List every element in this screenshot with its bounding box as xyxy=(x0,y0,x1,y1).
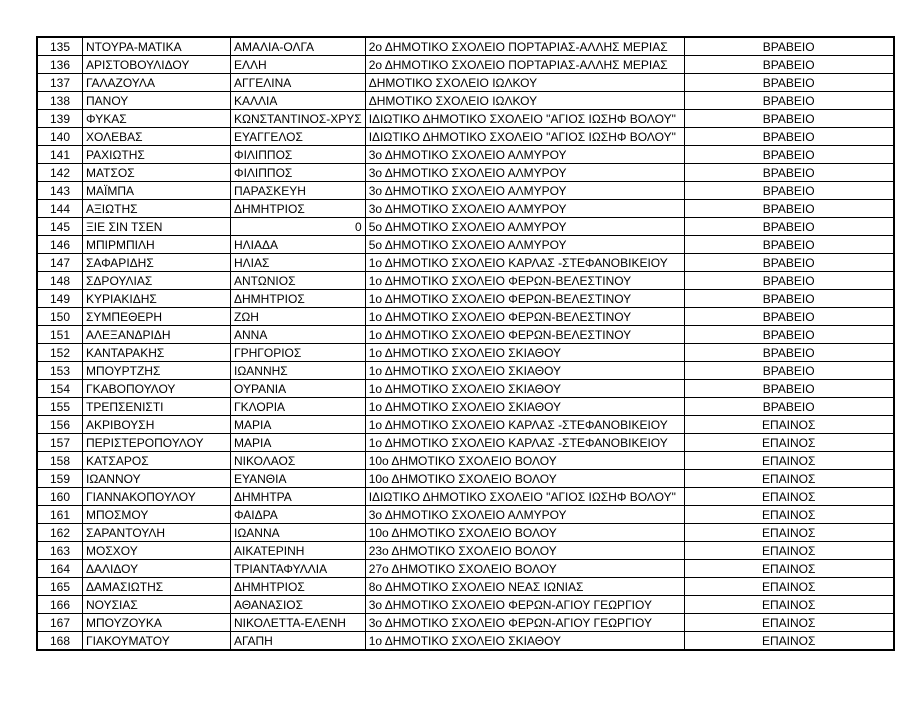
school-cell: 3ο ΔΗΜΟΤΙΚΟ ΣΧΟΛΕΙΟ ΑΛΜΥΡΟΥ xyxy=(365,182,684,200)
table-row xyxy=(37,146,894,164)
surname-cell: ΜΠΟΥΖΟΥΚΑ xyxy=(83,614,231,632)
surname-cell: ΜΠΙΡΜΠΙΛΗ xyxy=(83,236,231,254)
school-cell: ΙΔΙΩΤΙΚΟ ΔΗΜΟΤΙΚΟ ΣΧΟΛΕΙΟ "ΑΓΙΟΣ ΙΩΣΗΦ ΒΟΛΟΥ" xyxy=(365,128,684,146)
school-cell: 27ο ΔΗΜΟΤΙΚΟ ΣΧΟΛΕΙΟ ΒΟΛΟΥ xyxy=(365,560,684,578)
row-number-cell: 167 xyxy=(37,614,83,632)
surname-cell: ΞΙΕ ΣΙΝ ΤΣΕΝ xyxy=(83,218,231,236)
first-name-cell: ΚΩΝΣΤΑΝΤΙΝΟΣ-ΧΡΥΣ xyxy=(231,110,366,128)
results-table-body xyxy=(37,37,894,650)
table-row xyxy=(37,164,894,182)
school-cell: ΙΔΙΩΤΙΚΟ ΔΗΜΟΤΙΚΟ ΣΧΟΛΕΙΟ "ΑΓΙΟΣ ΙΩΣΗΦ ΒΟΛΟΥ" xyxy=(365,110,684,128)
award-cell: ΒΡΑΒΕΙΟ xyxy=(684,326,894,344)
surname-cell: ΓΙΑΝΝΑΚΟΠΟΥΛΟΥ xyxy=(83,488,231,506)
row-number-cell: 141 xyxy=(37,146,83,164)
award-cell: ΒΡΑΒΕΙΟ xyxy=(684,92,894,110)
award-cell: ΒΡΑΒΕΙΟ xyxy=(684,74,894,92)
surname-cell: ΣΥΜΠΕΘΕΡΗ xyxy=(83,308,231,326)
surname-cell: ΑΚΡΙΒΟΥΣΗ xyxy=(83,416,231,434)
surname-cell: ΚΥΡΙΑΚΙΔΗΣ xyxy=(83,290,231,308)
first-name-cell: ΝΙΚΟΛΕΤΤΑ-ΕΛΕΝΗ xyxy=(231,614,366,632)
first-name-cell: ΕΛΛΗ xyxy=(231,56,366,74)
school-cell: 2ο ΔΗΜΟΤΙΚΟ ΣΧΟΛΕΙΟ ΠΟΡΤΑΡΙΑΣ-ΑΛΛΗΣ ΜΕΡΙΑΣ xyxy=(365,37,684,56)
surname-cell: ΜΠΟΣΜΟΥ xyxy=(83,506,231,524)
table-row xyxy=(37,614,894,632)
row-number-cell: 156 xyxy=(37,416,83,434)
surname-cell: ΡΑΧΙΩΤΗΣ xyxy=(83,146,231,164)
surname-cell: ΓΑΛΑΖΟΥΛΑ xyxy=(83,74,231,92)
row-number-cell: 155 xyxy=(37,398,83,416)
row-number-cell: 149 xyxy=(37,290,83,308)
school-cell: ΙΔΙΩΤΙΚΟ ΔΗΜΟΤΙΚΟ ΣΧΟΛΕΙΟ "ΑΓΙΟΣ ΙΩΣΗΦ ΒΟΛΟΥ" xyxy=(365,488,684,506)
table-row xyxy=(37,290,894,308)
award-cell: ΒΡΑΒΕΙΟ xyxy=(684,362,894,380)
table-row xyxy=(37,344,894,362)
table-row xyxy=(37,236,894,254)
row-number-cell: 146 xyxy=(37,236,83,254)
first-name-cell: ΚΑΛΛΙΑ xyxy=(231,92,366,110)
first-name-cell: ΔΗΜΗΤΡΙΟΣ xyxy=(231,578,366,596)
table-row xyxy=(37,92,894,110)
table-row xyxy=(37,362,894,380)
surname-cell: ΜΟΣΧΟΥ xyxy=(83,542,231,560)
school-cell: ΔΗΜΟΤΙΚΟ ΣΧΟΛΕΙΟ ΙΩΛΚΟΥ xyxy=(365,74,684,92)
row-number-cell: 165 xyxy=(37,578,83,596)
table-row xyxy=(37,272,894,290)
surname-cell: ΝΟΥΣΙΑΣ xyxy=(83,596,231,614)
first-name-cell: ΔΗΜΗΤΡΙΟΣ xyxy=(231,200,366,218)
surname-cell: ΔΑΜΑΣΙΩΤΗΣ xyxy=(83,578,231,596)
row-number-cell: 151 xyxy=(37,326,83,344)
award-cell: ΒΡΑΒΕΙΟ xyxy=(684,398,894,416)
table-row xyxy=(37,308,894,326)
row-number-cell: 150 xyxy=(37,308,83,326)
row-number-cell: 159 xyxy=(37,470,83,488)
school-cell: 10ο ΔΗΜΟΤΙΚΟ ΣΧΟΛΕΙΟ ΒΟΛΟΥ xyxy=(365,452,684,470)
award-cell: ΒΡΑΒΕΙΟ xyxy=(684,290,894,308)
row-number-cell: 143 xyxy=(37,182,83,200)
first-name-cell: ΔΗΜΗΤΡΙΟΣ xyxy=(231,290,366,308)
school-cell: 1ο ΔΗΜΟΤΙΚΟ ΣΧΟΛΕΙΟ ΣΚΙΑΘΟΥ xyxy=(365,344,684,362)
award-cell: ΕΠΑΙΝΟΣ xyxy=(684,506,894,524)
school-cell: ΔΗΜΟΤΙΚΟ ΣΧΟΛΕΙΟ ΙΩΛΚΟΥ xyxy=(365,92,684,110)
award-cell: ΕΠΑΙΝΟΣ xyxy=(684,452,894,470)
school-cell: 3ο ΔΗΜΟΤΙΚΟ ΣΧΟΛΕΙΟ ΑΛΜΥΡΟΥ xyxy=(365,146,684,164)
award-cell: ΒΡΑΒΕΙΟ xyxy=(684,218,894,236)
award-cell: ΒΡΑΒΕΙΟ xyxy=(684,110,894,128)
surname-cell: ΑΞΙΩΤΗΣ xyxy=(83,200,231,218)
school-cell: 1ο ΔΗΜΟΤΙΚΟ ΣΧΟΛΕΙΟ ΣΚΙΑΘΟΥ xyxy=(365,362,684,380)
first-name-cell: ΑΝΤΩΝΙΟΣ xyxy=(231,272,366,290)
school-cell: 8ο ΔΗΜΟΤΙΚΟ ΣΧΟΛΕΙΟ ΝΕΑΣ ΙΩΝΙΑΣ xyxy=(365,578,684,596)
award-cell: ΕΠΑΙΝΟΣ xyxy=(684,524,894,542)
surname-cell: ΔΑΛΙΔΟΥ xyxy=(83,560,231,578)
school-cell: 1ο ΔΗΜΟΤΙΚΟ ΣΧΟΛΕΙΟ ΣΚΙΑΘΟΥ xyxy=(365,398,684,416)
first-name-cell: ΑΓΑΠΗ xyxy=(231,632,366,651)
results-table xyxy=(36,36,895,651)
award-cell: ΕΠΑΙΝΟΣ xyxy=(684,488,894,506)
surname-cell: ΚΑΝΤΑΡΑΚΗΣ xyxy=(83,344,231,362)
first-name-cell: ΦΙΛΙΠΠΟΣ xyxy=(231,146,366,164)
first-name-cell: 0 xyxy=(231,218,366,236)
first-name-cell: ΓΚΛΟΡΙΑ xyxy=(231,398,366,416)
award-cell: ΕΠΑΙΝΟΣ xyxy=(684,416,894,434)
first-name-cell: ΝΙΚΟΛΑΟΣ xyxy=(231,452,366,470)
award-cell: ΒΡΑΒΕΙΟ xyxy=(684,164,894,182)
first-name-cell: ΖΩΗ xyxy=(231,308,366,326)
row-number-cell: 142 xyxy=(37,164,83,182)
table-row xyxy=(37,596,894,614)
row-number-cell: 168 xyxy=(37,632,83,651)
school-cell: 10ο ΔΗΜΟΤΙΚΟ ΣΧΟΛΕΙΟ ΒΟΛΟΥ xyxy=(365,524,684,542)
row-number-cell: 157 xyxy=(37,434,83,452)
row-number-cell: 139 xyxy=(37,110,83,128)
award-cell: ΕΠΑΙΝΟΣ xyxy=(684,434,894,452)
table-row xyxy=(37,326,894,344)
table-row xyxy=(37,218,894,236)
first-name-cell: ΙΩΑΝΝΗΣ xyxy=(231,362,366,380)
row-number-cell: 154 xyxy=(37,380,83,398)
school-cell: 2ο ΔΗΜΟΤΙΚΟ ΣΧΟΛΕΙΟ ΠΟΡΤΑΡΙΑΣ-ΑΛΛΗΣ ΜΕΡΙΑΣ xyxy=(365,56,684,74)
award-cell: ΕΠΑΙΝΟΣ xyxy=(684,470,894,488)
first-name-cell: ΜΑΡΙΑ xyxy=(231,416,366,434)
row-number-cell: 147 xyxy=(37,254,83,272)
table-row xyxy=(37,452,894,470)
row-number-cell: 138 xyxy=(37,92,83,110)
row-number-cell: 137 xyxy=(37,74,83,92)
table-row xyxy=(37,524,894,542)
award-cell: ΕΠΑΙΝΟΣ xyxy=(684,632,894,651)
first-name-cell: ΠΑΡΑΣΚΕΥΗ xyxy=(231,182,366,200)
surname-cell: ΑΡΙΣΤΟΒΟΥΛΙΔΟΥ xyxy=(83,56,231,74)
first-name-cell: ΟΥΡΑΝΙΑ xyxy=(231,380,366,398)
award-cell: ΒΡΑΒΕΙΟ xyxy=(684,146,894,164)
first-name-cell: ΑΓΓΕΛΙΝΑ xyxy=(231,74,366,92)
school-cell: 1ο ΔΗΜΟΤΙΚΟ ΣΧΟΛΕΙΟ ΣΚΙΑΘΟΥ xyxy=(365,632,684,651)
table-row xyxy=(37,578,894,596)
table-row xyxy=(37,398,894,416)
school-cell: 3ο ΔΗΜΟΤΙΚΟ ΣΧΟΛΕΙΟ ΑΛΜΥΡΟΥ xyxy=(365,200,684,218)
surname-cell: ΓΙΑΚΟΥΜΑΤΟΥ xyxy=(83,632,231,651)
table-row xyxy=(37,506,894,524)
first-name-cell: ΜΑΡΙΑ xyxy=(231,434,366,452)
first-name-cell: ΑΝΝΑ xyxy=(231,326,366,344)
first-name-cell: ΓΡΗΓΟΡΙΟΣ xyxy=(231,344,366,362)
table-row xyxy=(37,182,894,200)
row-number-cell: 163 xyxy=(37,542,83,560)
school-cell: 1ο ΔΗΜΟΤΙΚΟ ΣΧΟΛΕΙΟ ΦΕΡΩΝ-ΒΕΛΕΣΤΙΝΟΥ xyxy=(365,290,684,308)
award-cell: ΕΠΑΙΝΟΣ xyxy=(684,578,894,596)
award-cell: ΕΠΑΙΝΟΣ xyxy=(684,560,894,578)
table-row xyxy=(37,434,894,452)
table-row xyxy=(37,542,894,560)
first-name-cell: ΑΜΑΛΙΑ-ΟΛΓΑ xyxy=(231,37,366,56)
row-number-cell: 135 xyxy=(37,37,83,56)
school-cell: 5ο ΔΗΜΟΤΙΚΟ ΣΧΟΛΕΙΟ ΑΛΜΥΡΟΥ xyxy=(365,218,684,236)
school-cell: 3ο ΔΗΜΟΤΙΚΟ ΣΧΟΛΕΙΟ ΦΕΡΩΝ-ΑΓΙΟΥ ΓΕΩΡΓΙΟΥ xyxy=(365,596,684,614)
first-name-cell: ΦΑΙΔΡΑ xyxy=(231,506,366,524)
school-cell: 1ο ΔΗΜΟΤΙΚΟ ΣΧΟΛΕΙΟ ΦΕΡΩΝ-ΒΕΛΕΣΤΙΝΟΥ xyxy=(365,272,684,290)
award-cell: ΒΡΑΒΕΙΟ xyxy=(684,272,894,290)
table-row xyxy=(37,254,894,272)
table-row xyxy=(37,470,894,488)
school-cell: 1ο ΔΗΜΟΤΙΚΟ ΣΧΟΛΕΙΟ ΚΑΡΛΑΣ -ΣΤΕΦΑΝΟΒΙΚΕΙΟΥ xyxy=(365,254,684,272)
surname-cell: ΓΚΑΒΟΠΟΥΛΟΥ xyxy=(83,380,231,398)
table-row xyxy=(37,632,894,651)
table-row xyxy=(37,488,894,506)
surname-cell: ΣΑΦΑΡΙΔΗΣ xyxy=(83,254,231,272)
first-name-cell: ΤΡΙΑΝΤΑΦΥΛΛΙΑ xyxy=(231,560,366,578)
school-cell: 23ο ΔΗΜΟΤΙΚΟ ΣΧΟΛΕΙΟ ΒΟΛΟΥ xyxy=(365,542,684,560)
table-row xyxy=(37,380,894,398)
row-number-cell: 148 xyxy=(37,272,83,290)
table-row xyxy=(37,37,894,56)
school-cell: 1ο ΔΗΜΟΤΙΚΟ ΣΧΟΛΕΙΟ ΚΑΡΛΑΣ -ΣΤΕΦΑΝΟΒΙΚΕΙΟΥ xyxy=(365,434,684,452)
school-cell: 5ο ΔΗΜΟΤΙΚΟ ΣΧΟΛΕΙΟ ΑΛΜΥΡΟΥ xyxy=(365,236,684,254)
award-cell: ΒΡΑΒΕΙΟ xyxy=(684,308,894,326)
first-name-cell: ΙΩΑΝΝΑ xyxy=(231,524,366,542)
first-name-cell: ΑΙΚΑΤΕΡΙΝΗ xyxy=(231,542,366,560)
surname-cell: ΝΤΟΥΡΑ-ΜΑΤΙΚΑ xyxy=(83,37,231,56)
row-number-cell: 145 xyxy=(37,218,83,236)
row-number-cell: 153 xyxy=(37,362,83,380)
table-row xyxy=(37,560,894,578)
surname-cell: ΙΩΑΝΝΟΥ xyxy=(83,470,231,488)
row-number-cell: 158 xyxy=(37,452,83,470)
school-cell: 1ο ΔΗΜΟΤΙΚΟ ΣΧΟΛΕΙΟ ΦΕΡΩΝ-ΒΕΛΕΣΤΙΝΟΥ xyxy=(365,308,684,326)
award-cell: ΒΡΑΒΕΙΟ xyxy=(684,182,894,200)
school-cell: 10ο ΔΗΜΟΤΙΚΟ ΣΧΟΛΕΙΟ ΒΟΛΟΥ xyxy=(365,470,684,488)
surname-cell: ΜΑΤΣΟΣ xyxy=(83,164,231,182)
surname-cell: ΑΛΕΞΑΝΔΡΙΔΗ xyxy=(83,326,231,344)
surname-cell: ΜΑΪΜΠΑ xyxy=(83,182,231,200)
award-cell: ΕΠΑΙΝΟΣ xyxy=(684,614,894,632)
table-row xyxy=(37,74,894,92)
row-number-cell: 161 xyxy=(37,506,83,524)
school-cell: 1ο ΔΗΜΟΤΙΚΟ ΣΧΟΛΕΙΟ ΚΑΡΛΑΣ -ΣΤΕΦΑΝΟΒΙΚΕΙΟΥ xyxy=(365,416,684,434)
school-cell: 3ο ΔΗΜΟΤΙΚΟ ΣΧΟΛΕΙΟ ΑΛΜΥΡΟΥ xyxy=(365,164,684,182)
row-number-cell: 166 xyxy=(37,596,83,614)
surname-cell: ΧΟΛΕΒΑΣ xyxy=(83,128,231,146)
award-cell: ΒΡΑΒΕΙΟ xyxy=(684,236,894,254)
surname-cell: ΚΑΤΣΑΡΟΣ xyxy=(83,452,231,470)
school-cell: 3ο ΔΗΜΟΤΙΚΟ ΣΧΟΛΕΙΟ ΑΛΜΥΡΟΥ xyxy=(365,506,684,524)
award-cell: ΕΠΑΙΝΟΣ xyxy=(684,596,894,614)
award-cell: ΒΡΑΒΕΙΟ xyxy=(684,200,894,218)
first-name-cell: ΦΙΛΙΠΠΟΣ xyxy=(231,164,366,182)
surname-cell: ΣΑΡΑΝΤΟΥΛΗ xyxy=(83,524,231,542)
first-name-cell: ΑΘΑΝΑΣΙΟΣ xyxy=(231,596,366,614)
award-cell: ΒΡΑΒΕΙΟ xyxy=(684,37,894,56)
table-row xyxy=(37,56,894,74)
school-cell: 1ο ΔΗΜΟΤΙΚΟ ΣΧΟΛΕΙΟ ΣΚΙΑΘΟΥ xyxy=(365,380,684,398)
surname-cell: ΜΠΟΥΡΤΖΗΣ xyxy=(83,362,231,380)
surname-cell: ΠΕΡΙΣΤΕΡΟΠΟΥΛΟΥ xyxy=(83,434,231,452)
table-row xyxy=(37,416,894,434)
first-name-cell: ΗΛΙΑΔΑ xyxy=(231,236,366,254)
school-cell: 1ο ΔΗΜΟΤΙΚΟ ΣΧΟΛΕΙΟ ΦΕΡΩΝ-ΒΕΛΕΣΤΙΝΟΥ xyxy=(365,326,684,344)
surname-cell: ΠΑΝΟΥ xyxy=(83,92,231,110)
award-cell: ΒΡΑΒΕΙΟ xyxy=(684,128,894,146)
first-name-cell: ΕΥΑΝΘΙΑ xyxy=(231,470,366,488)
school-cell: 3ο ΔΗΜΟΤΙΚΟ ΣΧΟΛΕΙΟ ΦΕΡΩΝ-ΑΓΙΟΥ ΓΕΩΡΓΙΟΥ xyxy=(365,614,684,632)
table-row xyxy=(37,200,894,218)
row-number-cell: 152 xyxy=(37,344,83,362)
surname-cell: ΤΡΕΠΣΕΝΙΣΤΙ xyxy=(83,398,231,416)
award-cell: ΒΡΑΒΕΙΟ xyxy=(684,56,894,74)
award-cell: ΕΠΑΙΝΟΣ xyxy=(684,542,894,560)
row-number-cell: 136 xyxy=(37,56,83,74)
row-number-cell: 140 xyxy=(37,128,83,146)
surname-cell: ΦΥΚΑΣ xyxy=(83,110,231,128)
row-number-cell: 160 xyxy=(37,488,83,506)
first-name-cell: ΕΥΑΓΓΕΛΟΣ xyxy=(231,128,366,146)
award-cell: ΒΡΑΒΕΙΟ xyxy=(684,254,894,272)
surname-cell: ΣΔΡΟΥΛΙΑΣ xyxy=(83,272,231,290)
first-name-cell: ΔΗΜΗΤΡΑ xyxy=(231,488,366,506)
row-number-cell: 144 xyxy=(37,200,83,218)
award-cell: ΒΡΑΒΕΙΟ xyxy=(684,344,894,362)
row-number-cell: 164 xyxy=(37,560,83,578)
table-row xyxy=(37,110,894,128)
first-name-cell: ΗΛΙΑΣ xyxy=(231,254,366,272)
table-row xyxy=(37,128,894,146)
award-cell: ΒΡΑΒΕΙΟ xyxy=(684,380,894,398)
row-number-cell: 162 xyxy=(37,524,83,542)
